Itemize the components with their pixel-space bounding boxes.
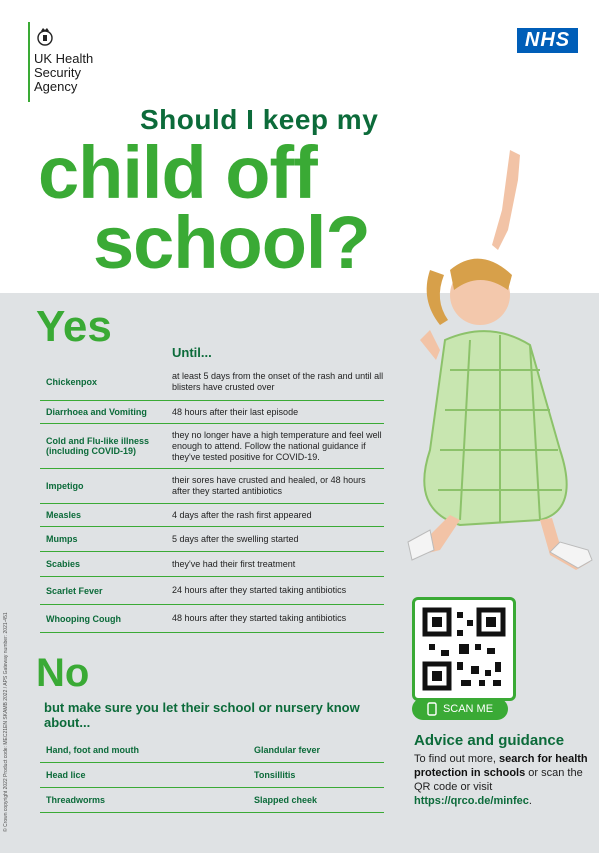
header-divider (28, 22, 30, 102)
advice-link[interactable]: https://qrco.de/minfec (414, 795, 529, 807)
exclusion-period: they've had their first treatment (172, 558, 296, 569)
jumping-girl-illustration (400, 150, 599, 590)
yes-table (40, 364, 384, 633)
exclusion-period: 48 hours after they started taking antibiotics (172, 613, 347, 623)
scan-me-badge (412, 698, 508, 720)
illness-name: Impetigo (46, 481, 84, 491)
exclusion-period: at least 5 days from the onset of the rash and until all blisters have crusted over (172, 371, 384, 392)
illness-name: Slapped cheek (254, 795, 318, 805)
illness-name: Cold and Flu-like illness (including COVID-19) (46, 436, 150, 456)
headline-line-1: Should I keep my (140, 104, 379, 135)
advice-end: . (528, 795, 532, 807)
advice-bold: search for health protection in schools (414, 753, 588, 779)
table-row (40, 469, 384, 504)
table-row (40, 605, 384, 633)
table-row (40, 401, 384, 424)
exclusion-period: 4 days after the rash first appeared (172, 509, 312, 520)
illness-name: Head lice (46, 770, 86, 780)
qr-code-icon (415, 600, 513, 698)
illness-name: Tonsillitis (254, 770, 296, 780)
exclusion-period: their sores have crusted and healed, or 48 hours after they started antibiotics (172, 475, 366, 496)
qr-code[interactable] (412, 597, 516, 701)
exclusion-period: 5 days after the swelling started (172, 533, 299, 544)
table-row (40, 552, 384, 577)
advice-text (414, 752, 594, 808)
table-row (40, 527, 384, 552)
table-row (40, 504, 384, 527)
org-line-3: Agency (34, 79, 78, 94)
headline-line-3: school? (93, 201, 370, 284)
table-row (40, 788, 384, 813)
exclusion-period: 48 hours after their last episode (172, 406, 299, 417)
ukhsa-logo-text (34, 52, 93, 94)
org-line-1: UK Health (34, 51, 94, 66)
advice-text-2: or scan the QR code or visit (414, 767, 583, 793)
illness-name: Hand, foot and mouth (46, 745, 139, 755)
table-row (40, 738, 384, 763)
illness-name: Measles (46, 510, 82, 520)
illness-name: Scabies (46, 559, 81, 569)
org-line-2: Security (34, 65, 81, 80)
illness-name: Scarlet Fever (46, 585, 103, 596)
scan-me-label: SCAN ME (442, 703, 494, 715)
royal-crest-icon (34, 26, 56, 48)
no-subtitle: but make sure you let their school or nursery know about... (44, 700, 360, 730)
table-row (40, 364, 384, 401)
exclusion-period: 24 hours after they started taking antibiotics (172, 585, 347, 595)
illness-name: Chickenpox (46, 377, 98, 387)
phone-icon (427, 702, 437, 716)
nhs-logo: NHS (517, 28, 578, 53)
yes-heading: Yes (36, 302, 112, 351)
table-row (40, 763, 384, 788)
advice-title: Advice and guidance (414, 732, 565, 749)
no-table (40, 738, 384, 813)
copyright-side-text: © Crown copyright 2022 Product code: MEC21EN SKAMB 2022 / APS Gateway number: 2021-451 (3, 612, 9, 832)
no-heading: No (36, 651, 90, 695)
illness-name: Glandular fever (254, 745, 321, 755)
illness-name: Mumps (46, 534, 78, 544)
illness-name: Diarrhoea and Vomiting (46, 407, 147, 417)
headline-line-2: child off (38, 131, 317, 214)
advice-text-1: To find out more, (414, 753, 499, 765)
illness-name: Whooping Cough (46, 613, 121, 624)
illness-name: Threadworms (46, 795, 106, 805)
table-row (40, 577, 384, 605)
exclusion-period: they no longer have a high temperature and feel well enough to attend. Follow the national guidance if they've tested positive for COVID-19. (172, 429, 382, 462)
until-heading: Until... (172, 345, 212, 360)
table-row (40, 424, 384, 469)
